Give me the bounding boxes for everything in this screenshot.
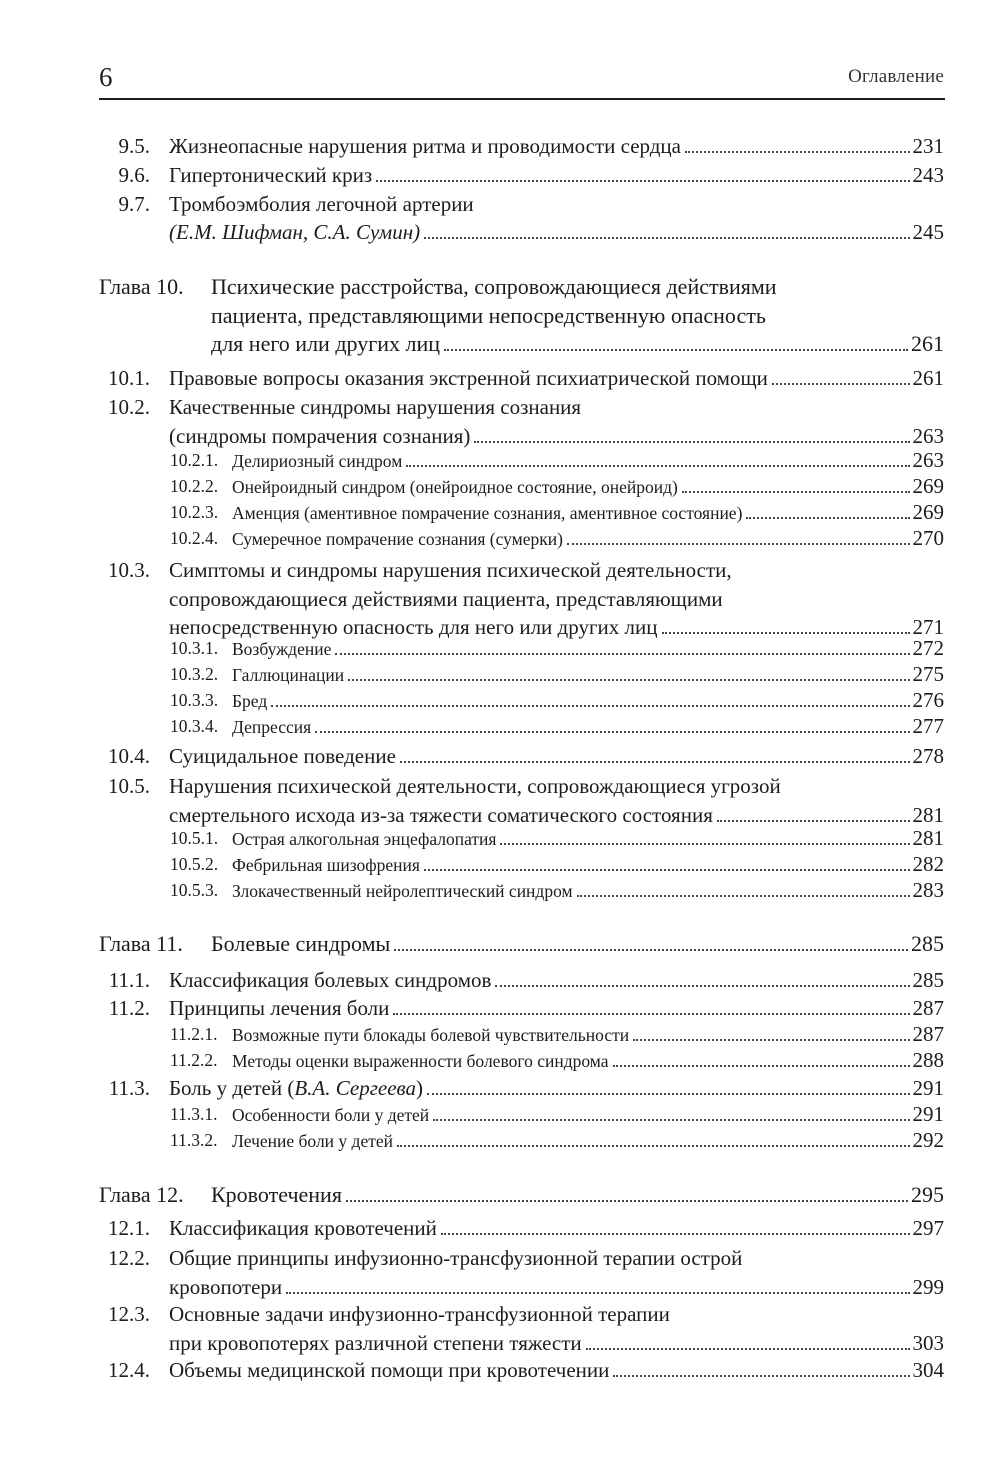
toc-title: Основные задачи инфузионно-трансфузионной терапии [169, 1302, 670, 1326]
toc-title-line [232, 662, 944, 687]
page-ref: 270 [912, 526, 944, 550]
toc-title: непосредственную опасность для него или других лиц [169, 615, 658, 639]
leader-dots [406, 465, 909, 467]
leader-dots [567, 543, 910, 545]
leader-dots [427, 1093, 909, 1095]
page-ref: 285 [912, 968, 944, 992]
toc-title: Качественные синдромы нарушения сознания [169, 395, 582, 419]
page-ref: 261 [912, 366, 944, 390]
leader-dots [397, 1145, 910, 1147]
toc-number: Глава 10. [99, 274, 184, 299]
toc-title-line [169, 585, 944, 613]
page-ref: 272 [912, 636, 944, 660]
toc-title: кровопотери [169, 1274, 283, 1299]
page-ref: 243 [912, 163, 944, 187]
toc-title-line [232, 878, 944, 903]
leader-dots [335, 653, 909, 655]
toc-number: 10.4. [108, 744, 150, 768]
leader-dots [444, 349, 908, 351]
toc-title: Возбуждение [232, 639, 332, 659]
page-ref: 287 [912, 996, 944, 1020]
page-ref: 263 [912, 448, 944, 472]
leader-dots [772, 383, 910, 385]
toc-title: Фебрильная шизофрения [232, 855, 420, 875]
leader-dots [441, 1233, 910, 1235]
toc-number: 9.5. [118, 134, 150, 158]
toc-title: Правовые вопросы оказания экстренной психиатрической помощи [169, 366, 768, 390]
toc-title: смертельного исхода из-за тяжести соматического состояния [169, 802, 713, 827]
toc-number: 12.2. [108, 1246, 150, 1270]
leader-dots [348, 679, 909, 681]
page-ref: 261 [911, 331, 944, 356]
toc-number: 10.3.4. [170, 716, 219, 736]
leader-dots [424, 869, 910, 871]
toc-number: 11.3.2. [170, 1130, 218, 1150]
toc-title: Гипертонический криз [169, 163, 373, 187]
toc-title-line [232, 474, 944, 499]
leader-dots [474, 441, 909, 443]
page-ref: 281 [912, 826, 944, 850]
toc-number: 10.5.1. [170, 828, 219, 848]
toc-title-line [169, 801, 944, 829]
toc-number: 11.2.1. [170, 1024, 218, 1044]
leader-dots [633, 1039, 909, 1041]
toc-title: Нарушения психической деятельности, сопровождающиеся угрозой [169, 774, 781, 798]
toc-title: Онейроидный синдром (онейроидное состояние, онейроид) [232, 477, 678, 497]
toc-title: Психические расстройства, сопровождающиеся действиями [211, 274, 777, 299]
page-ref: 231 [912, 134, 944, 158]
toc-number: 10.2. [108, 395, 150, 419]
toc-title: Депрессия [232, 717, 312, 737]
toc-number: 10.2.2. [170, 476, 219, 496]
toc-title-line [169, 1356, 944, 1384]
toc-number: 10.2.4. [170, 528, 219, 548]
toc-title-line [169, 1244, 944, 1272]
author-name: Е.М. Шифман, С.А. Сумин [176, 220, 414, 244]
toc-title: Классификация болевых синдромов [169, 968, 492, 992]
page-ref: 299 [912, 1274, 944, 1299]
toc-title-line [211, 929, 944, 958]
page-ref: 303 [912, 1330, 944, 1355]
toc-title-line [169, 161, 944, 189]
toc-title-line [169, 1214, 944, 1242]
leader-dots [315, 731, 909, 733]
leader-dots [662, 632, 910, 634]
toc-title-line [232, 826, 944, 851]
leader-dots [500, 843, 909, 845]
toc-title: Боль у детей (В.А. Сергеева) [169, 1076, 424, 1100]
toc-number: 11.3. [108, 1076, 150, 1100]
toc-title: Тромбоэмболия легочной артерии [169, 192, 474, 216]
page-ref: 291 [912, 1102, 944, 1126]
toc-number: 11.3.1. [170, 1104, 218, 1124]
toc-number: 10.3.1. [170, 638, 219, 658]
toc-title-line [232, 688, 944, 713]
toc-number: 11.1. [108, 968, 150, 992]
toc-title: Принципы лечения боли [169, 996, 390, 1020]
toc-number: 10.2.3. [170, 502, 219, 522]
toc-title: Галлюцинации [232, 665, 345, 685]
toc-title: Делириозный синдром [232, 451, 403, 471]
page-ref: 304 [912, 1358, 944, 1382]
toc-number: Глава 12. [99, 1182, 184, 1207]
toc-title-line [211, 1180, 944, 1209]
toc-title-line [232, 448, 944, 473]
leader-dots [393, 1013, 909, 1015]
page-ref: 283 [912, 878, 944, 902]
toc-title: Болевые синдромы [211, 931, 391, 956]
toc-title-line [232, 1048, 944, 1073]
leader-dots [613, 1065, 910, 1067]
leader-dots [717, 820, 910, 822]
toc-title: Симптомы и синдромы нарушения психической деятельности, [169, 558, 732, 582]
page-ref: 278 [912, 744, 944, 768]
toc-title: Общие принципы инфузионно-трансфузионной терапии острой [169, 1246, 743, 1270]
leader-dots [746, 517, 909, 519]
toc-number: 11.2.2. [170, 1050, 218, 1070]
page-ref: 282 [912, 852, 944, 876]
toc-title: Лечение боли у детей [232, 1131, 393, 1151]
toc-title: Возможные пути блокады болевой чувствительности [232, 1025, 630, 1045]
toc-title-line [232, 1128, 944, 1153]
toc-title: Объемы медицинской помощи при кровотечении [169, 1358, 610, 1382]
toc-number: 10.3.2. [170, 664, 219, 684]
toc-title: Сумеречное помрачение сознания (сумерки) [232, 529, 563, 549]
toc-number: 12.4. [108, 1358, 150, 1382]
toc-title-line [211, 329, 944, 358]
page-ref: 275 [912, 662, 944, 686]
author-name: В.А. Сергеева [294, 1076, 417, 1100]
toc-title: Жизнеопасные нарушения ритма и проводимости сердца [169, 134, 681, 158]
toc-title: пациента, представляющими непосредственную опасность [211, 302, 766, 328]
page-ref: 287 [912, 1022, 944, 1046]
page-ref: 263 [912, 423, 944, 448]
page-ref: 277 [912, 714, 944, 738]
toc-title-line [169, 1300, 944, 1328]
leader-dots [433, 1119, 909, 1121]
toc-title-line [232, 526, 944, 551]
toc-title-line [169, 1329, 944, 1357]
page-ref: 245 [912, 220, 944, 244]
leader-dots [424, 237, 909, 239]
toc-title: (Е.М. Шифман, С.А. Сумин) [169, 220, 421, 244]
toc-title-line [169, 364, 944, 392]
toc-title-line [169, 422, 944, 450]
page-ref: 271 [912, 615, 944, 639]
toc-title-line [211, 301, 944, 330]
toc-number: 10.2.1. [170, 450, 219, 470]
page-ref: 297 [912, 1216, 944, 1240]
leader-dots [577, 895, 910, 897]
toc-title-line [169, 742, 944, 770]
leader-dots [400, 761, 910, 763]
toc-title: Бред [232, 691, 268, 711]
toc-title: Злокачественный нейролептический синдром [232, 881, 573, 901]
toc-title: Кровотечения [211, 1182, 342, 1207]
page-ref: 292 [912, 1128, 944, 1152]
page-ref: 269 [912, 474, 944, 498]
running-header-title: Оглавление [848, 66, 944, 87]
page-ref: 285 [911, 931, 944, 956]
toc-title-line [169, 1074, 944, 1102]
leader-dots [613, 1375, 909, 1377]
leader-dots [394, 949, 908, 951]
toc-title-line [169, 1273, 944, 1301]
toc-title: сопровождающиеся действиями пациента, представляющими [169, 586, 723, 611]
toc-title: Классификация кровотечений [169, 1216, 437, 1240]
toc-number: 10.5.3. [170, 880, 219, 900]
leader-dots [271, 705, 909, 707]
toc-title: Суицидальное поведение [169, 744, 396, 768]
toc-title: Аменция (аментивное помрачение сознания, аментивное состояние) [232, 503, 743, 523]
page-ref: 288 [912, 1048, 944, 1072]
toc-title: Методы оценки выраженности болевого синдрома [232, 1051, 609, 1071]
toc-title: Острая алкогольная энцефалопатия [232, 829, 497, 849]
toc-title-line [169, 556, 944, 584]
leader-dots [376, 180, 909, 182]
toc-number: 10.1. [108, 366, 150, 390]
toc-title-line [169, 966, 944, 994]
toc-number: 9.6. [118, 163, 150, 187]
toc-title-line [169, 994, 944, 1022]
toc-number: 10.3. [108, 558, 150, 582]
toc-number: 10.5. [108, 774, 150, 798]
toc-number: 10.3.3. [170, 690, 219, 710]
page-ref: 281 [912, 802, 944, 827]
toc-title-line [211, 272, 944, 301]
leader-dots [586, 1348, 910, 1350]
toc-title: (синдромы помрачения сознания) [169, 423, 471, 448]
toc-title: при кровопотерях различной степени тяжести [169, 1330, 582, 1355]
toc-title-line [169, 218, 944, 246]
page-number: 6 [99, 62, 113, 92]
toc-title-line [232, 500, 944, 525]
leader-dots [346, 1200, 908, 1202]
toc-title-line [169, 132, 944, 160]
toc-title-line [169, 393, 944, 421]
toc-number: Глава 11. [99, 931, 183, 956]
toc-number: 11.2. [108, 996, 150, 1020]
toc-title-line [232, 714, 944, 739]
page-ref: 276 [912, 688, 944, 712]
leader-dots [685, 151, 910, 153]
page-ref: 291 [912, 1076, 944, 1100]
toc-title-line [232, 636, 944, 661]
page-ref: 269 [912, 500, 944, 524]
leader-dots [286, 1292, 909, 1294]
toc-number: 12.1. [108, 1216, 150, 1240]
toc-title-line [169, 190, 944, 218]
toc-number: 9.7. [118, 192, 150, 216]
toc-title-line [232, 852, 944, 877]
leader-dots [495, 985, 909, 987]
toc-title-line [232, 1022, 944, 1047]
toc-title-line [232, 1102, 944, 1127]
leader-dots [682, 491, 910, 493]
toc-title: Особенности боли у детей [232, 1105, 430, 1125]
page-ref: 295 [911, 1182, 944, 1207]
toc-number: 12.3. [108, 1302, 150, 1326]
toc-number: 10.5.2. [170, 854, 219, 874]
toc-title-line [169, 772, 944, 800]
toc-title: для него или других лиц [211, 331, 441, 356]
